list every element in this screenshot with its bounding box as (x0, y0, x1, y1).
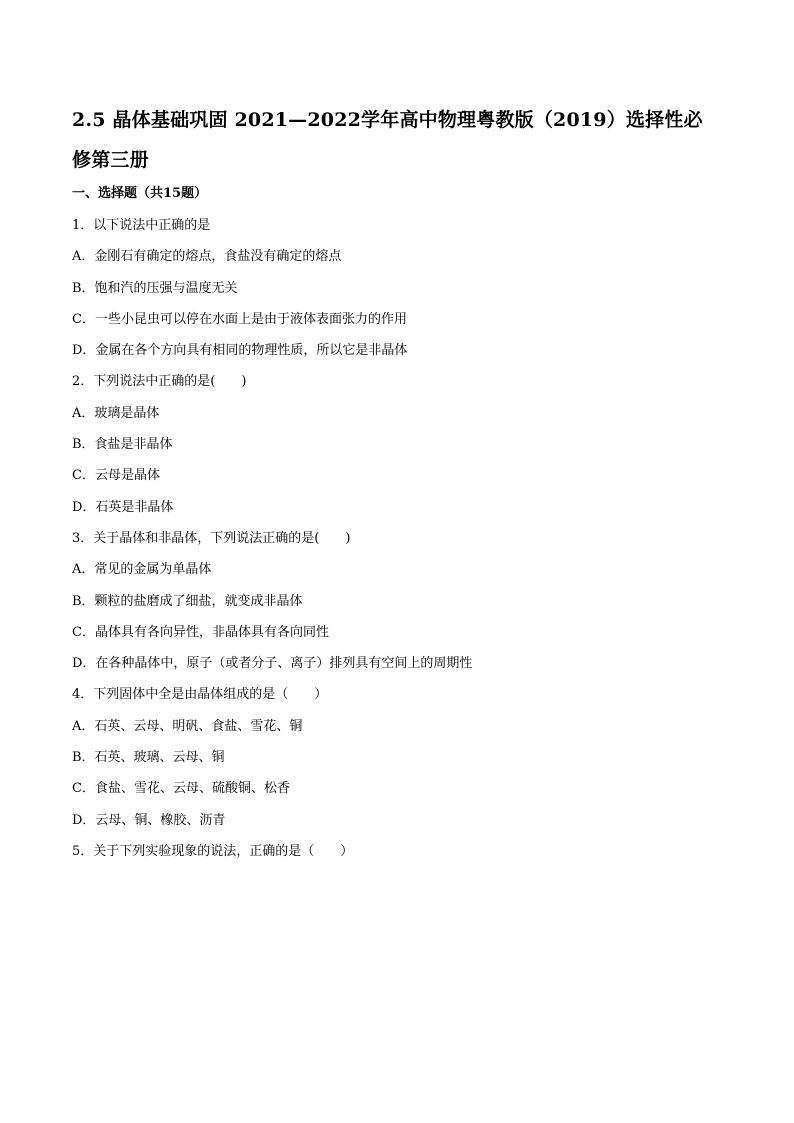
question-list (72, 216, 722, 873)
question-3-option-d: D．在各种晶体中，原子（或者分子、离子）排列具有空间上的周期性 (72, 656, 473, 672)
question-3-option-b: B．颗粒的盐磨成了细盐，就变成非晶体 (72, 593, 303, 609)
question-1-option-c: C．一些小昆虫可以停在水面上是由于液体表面张力的作用 (72, 311, 407, 327)
question-1-option-d: D．金属在各个方向具有相同的物理性质，所以它是非晶体 (72, 343, 408, 359)
question-2-option-c: C．云母是晶体 (72, 468, 160, 484)
question-4-option-a: A．石英、云母、明矾、食盐、雪花、铜 (72, 718, 303, 734)
question-3-option-a: A．常见的金属为单晶体 (72, 562, 212, 578)
question-3-stem: 3．关于晶体和非晶体，下列说法正确的是( ) (72, 530, 351, 546)
title-line-1: 2.5 晶体基础巩固 2021—2022学年高中物理粤教版（2019）选择性必 (72, 109, 703, 131)
question-4-option-b: B．石英、玻璃、云母、铜 (72, 750, 225, 766)
question-2-stem: 2．下列说法中正确的是( ) (72, 374, 247, 390)
question-2-option-b: B．食盐是非晶体 (72, 437, 173, 453)
question-1-stem: 1．以下说法中正确的是 (72, 218, 211, 233)
question-4-option-c: C．食盐、雪花、云母、硫酸铜、松香 (72, 781, 290, 797)
question-2-option-a: A．玻璃是晶体 (72, 405, 160, 421)
title-line-2: 修第三册 (72, 149, 149, 171)
question-4-stem: 4．下列固体中全是由晶体组成的是（ ） (72, 687, 328, 703)
question-4-option-d: D．云母、铜、橡胶、沥青 (72, 812, 226, 828)
question-5-stem: 5．关于下列实验现象的说法，正确的是（ ） (72, 843, 354, 859)
question-3-option-c: C．晶体具有各向异性，非晶体具有各向同性 (72, 624, 329, 640)
section-heading: 一、选择题（共15题） (72, 186, 208, 201)
question-1-option-a: A．金刚石有确定的熔点，食盐没有确定的熔点 (72, 249, 342, 265)
question-1-option-b: B．饱和汽的压强与温度无关 (72, 280, 238, 296)
document-title (72, 100, 732, 180)
question-2-option-d: D．石英是非晶体 (72, 499, 174, 515)
